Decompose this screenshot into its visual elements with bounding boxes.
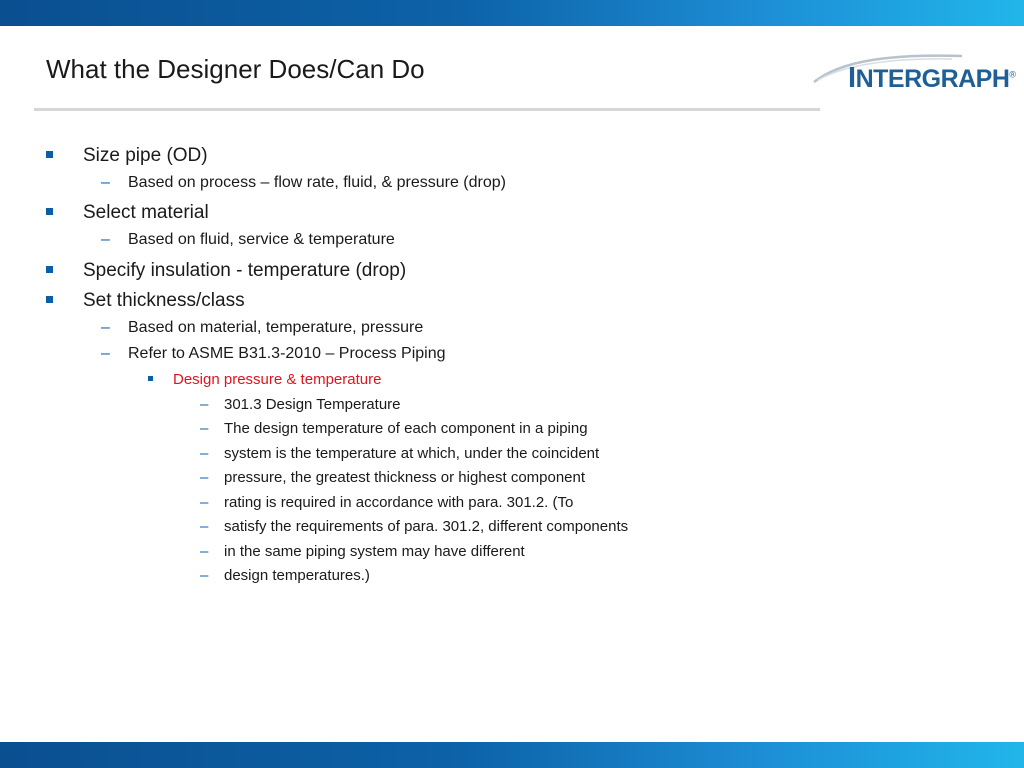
bullet-item (200, 445, 600, 462)
dash-bullet-icon: – (200, 420, 209, 437)
bullet-item (83, 145, 208, 167)
bullet-item (101, 319, 424, 337)
bullet-text: Refer to ASME B31.3-2010 – Process Piping (128, 345, 446, 362)
bullet-text: Based on process – flow rate, fluid, & pressure (drop) (128, 174, 506, 191)
bullet-text: The design temperature of each component in a piping (224, 420, 588, 437)
dash-bullet-icon: – (101, 345, 110, 362)
bottom-banner (0, 742, 1024, 768)
logo-rest: NTERGRAPH (855, 65, 1010, 93)
logo-initial: I (848, 62, 856, 94)
dash-bullet-icon: – (200, 445, 209, 462)
bullet-item (173, 371, 381, 388)
bullet-text: in the same piping system may have different (224, 543, 525, 560)
square-bullet-icon (148, 376, 153, 381)
dash-bullet-icon: – (101, 319, 110, 336)
bullet-text: Design pressure & temperature (173, 371, 382, 388)
square-bullet-icon (46, 151, 53, 158)
bullet-item (200, 420, 588, 437)
bullet-text: Specify insulation - temperature (drop) (83, 260, 407, 281)
bullet-item (200, 543, 525, 560)
bullet-text: pressure, the greatest thickness or highest component (224, 469, 586, 486)
bullet-item (200, 494, 574, 511)
bullet-item (101, 231, 395, 249)
bullet-item (83, 202, 209, 224)
bullet-text: Select material (83, 202, 209, 223)
dash-bullet-icon: – (200, 494, 209, 511)
bullet-text: design temperatures.) (224, 567, 370, 584)
bullet-item (101, 345, 446, 363)
square-bullet-icon (46, 208, 53, 215)
bullet-text: rating is required in accordance with para. 301.2. (To (224, 494, 574, 511)
bullet-item (200, 469, 586, 486)
bullet-text: Based on fluid, service & temperature (128, 231, 395, 248)
bullet-text: system is the temperature at which, under the coincident (224, 445, 600, 462)
dash-bullet-icon: – (200, 469, 209, 486)
logo-registered-mark: ® (1009, 69, 1016, 80)
bullet-item (101, 174, 506, 192)
dash-bullet-icon: – (200, 396, 209, 413)
dash-bullet-icon: – (200, 518, 209, 535)
bullet-item (200, 567, 370, 584)
bullet-item (200, 518, 629, 535)
bullet-item (200, 396, 401, 413)
dash-bullet-icon: – (200, 567, 209, 584)
bullet-text: satisfy the requirements of para. 301.2, different components (224, 518, 629, 535)
slide-title: What the Designer Does/Can Do (46, 54, 425, 84)
bullet-text: Size pipe (OD) (83, 145, 208, 166)
square-bullet-icon (46, 296, 53, 303)
bullet-text: 301.3 Design Temperature (224, 396, 401, 413)
square-bullet-icon (46, 266, 53, 273)
dash-bullet-icon: – (101, 174, 110, 191)
bullet-text: Set thickness/class (83, 290, 245, 311)
bullet-text: Based on material, temperature, pressure (128, 319, 424, 336)
dash-bullet-icon: – (101, 231, 110, 248)
bullet-item (83, 260, 406, 282)
dash-bullet-icon: – (200, 543, 209, 560)
bullet-item (83, 290, 245, 312)
